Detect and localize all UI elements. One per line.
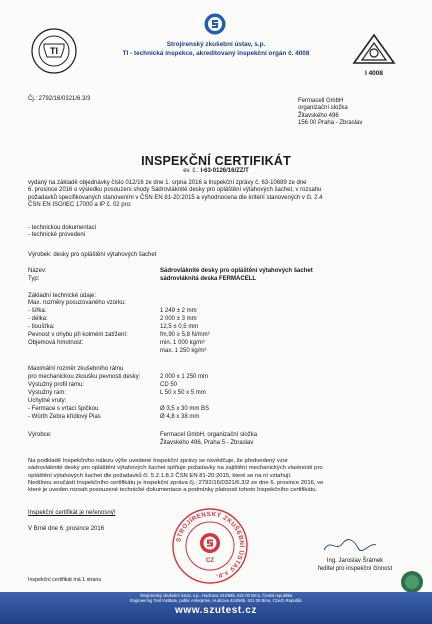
footer-line-1: Strojírenský zkušební ústav, s.p., Hudcova 424/56b, 621 00 Brno, Česká republika bbox=[139, 593, 293, 598]
certificate-title: INSPEKČNÍ CERTIFIKÁT bbox=[141, 154, 291, 168]
stamp-cz: CZ bbox=[206, 558, 214, 564]
spec-label: Objemová hmotnost: bbox=[28, 340, 84, 346]
spec-label: - šířka: bbox=[28, 308, 47, 314]
spec-value: 12,5 ± 0,5 mm bbox=[160, 324, 199, 330]
intro-list-item: - technické provedení bbox=[28, 232, 86, 239]
name-value: Sádrovláknité desky pro opláštění výtahových šachet bbox=[160, 268, 313, 274]
intro-list bbox=[28, 225, 96, 240]
ti-logo-text: TI bbox=[50, 46, 58, 56]
signature-icon bbox=[320, 536, 380, 554]
ev-label: ev. č.: bbox=[183, 168, 199, 174]
intro-line: požadavků specifikovaných stanovením v ČSN EN 81-20:2015 a vyhodnocena dle kritérií stanovených v čl. 2.4 bbox=[28, 194, 323, 201]
frame-value: 2 000 x 1 250 mm bbox=[160, 374, 209, 380]
type-label: Typ: bbox=[28, 276, 40, 282]
footer-line-2: Engineering Test Institute, public enterprise, Hudcova 424/56b, 621 00 Brno, Czech Republic bbox=[130, 598, 302, 603]
recipient-line: Žitavského 496 bbox=[298, 112, 339, 119]
stamp-ring-text: STROJÍRENSKÝ ZKUŠEBNÍ ÚSTAV s.p. bbox=[175, 510, 246, 581]
quality-seal-icon bbox=[400, 570, 424, 594]
intro-line: 6. prosince 2016 o výsledku posouzení shody Sádrovláknité desky pro opláštění výtahových šachet, v rozsahu bbox=[28, 187, 322, 194]
spec-label: - délka: bbox=[28, 316, 48, 322]
intro-paragraph bbox=[28, 180, 412, 209]
org-subtitle: TI - technická inspekce, akreditovaný inspekční orgán č. 4008 bbox=[122, 50, 310, 57]
intro-line: vydaný na základě objednávky číslo 012/16 ze dne 1. srpna 2016 a Inspekční zprávy č. 63-10689 ze dne bbox=[28, 180, 307, 186]
conclusion-line: sádrovláknité desky pro opláštění výtahových šachet splňuje požadavky na zajištění mechanických vlastností pro bbox=[28, 465, 323, 472]
szu-logo-icon bbox=[204, 13, 226, 35]
spec-value: min. 1 000 kg/m³ bbox=[160, 340, 205, 346]
recipient-line: organizační složka bbox=[298, 105, 348, 112]
signatory-role: ředitel pro inspekční činnost bbox=[317, 566, 393, 572]
conclusion-line: opláštění výtahových šachet dle požadavků čl. 5.2.1.8.2 ČSN EN 81-20:2015, které se na ní vztahují. bbox=[28, 472, 292, 479]
frame-label: Výstužný profil rámu: bbox=[28, 382, 85, 388]
frame-value: Ø 4,8 x 38 mm bbox=[160, 414, 200, 420]
recipient-line: 156 00 Praha - Zbraslav bbox=[298, 119, 363, 126]
pages-note: Inspekční certifikát má 1 stranu bbox=[28, 577, 102, 583]
intro-line: ČSN EN ISO/IEC 17000 a IP č. 02 pro: bbox=[28, 201, 132, 208]
signatory-name: Ing. Jaroslav Šrámek bbox=[326, 558, 384, 564]
spec-label: - tloušťka: bbox=[28, 324, 55, 330]
manufacturer-line: Fermacel GmbH, organizační složka bbox=[160, 432, 258, 438]
manufacturer-line: Žitavského 496, Praha 5 - Zbraslav bbox=[160, 440, 254, 446]
intro-list-item: - technickou dokumentaci bbox=[28, 225, 97, 231]
frame-label: Uchytné vruty: bbox=[28, 398, 67, 404]
recipient-line: Fermacell GmbH bbox=[298, 98, 344, 104]
specs-subheading: Max. rozměry posuzovaného vzorku: bbox=[28, 300, 127, 306]
frame-label: pro mechanickou zkoušku pevnosti desky: bbox=[28, 374, 141, 380]
type-value: sádrovláknitá deska FERMACELL bbox=[160, 276, 257, 282]
frame-label: Maximální rozměr zkušebního rámu bbox=[28, 366, 124, 372]
specs-heading: Základní technické údaje: bbox=[28, 293, 97, 299]
official-stamp-icon bbox=[170, 506, 250, 586]
spec-value: 1 249 ± 2 mm bbox=[160, 308, 197, 314]
frame-label: Výstužný rám: bbox=[28, 390, 67, 396]
footer-website-link[interactable]: www.szutest.cz bbox=[175, 605, 257, 616]
org-name: Strojírenský zkušební ústav, s.p. bbox=[166, 41, 266, 48]
recipient-block bbox=[298, 98, 362, 127]
issue-date: V Brně dne 6. prosince 2016 bbox=[28, 526, 105, 532]
frame-value: L 50 x 50 x 5 mm bbox=[160, 390, 206, 396]
spec-value: 2 000 ± 3 mm bbox=[160, 316, 197, 322]
non-transferable-note: Inspekční certifikát je neřenosný! bbox=[28, 510, 116, 516]
ev-number: I-63-0126/16/ZZ/T bbox=[200, 168, 249, 174]
frame-label: - Fermace s vrtací špičkou bbox=[28, 406, 99, 412]
conclusion-line: Na podkladě Inspekčního nálezu výše uvedené Inspekční zprávy se osvědčuje, že předvedený vzor bbox=[28, 458, 288, 464]
reference-number: Čj.: 2792/16/0321/6.3/3 bbox=[28, 96, 91, 102]
spec-label: Pevnost v ohybu při kolmém zatížení: bbox=[28, 332, 128, 338]
conclusion-paragraph bbox=[28, 458, 412, 494]
spec-value: max. 1 250 kg/m³ bbox=[160, 348, 207, 354]
accreditation-number: I 4008 bbox=[364, 70, 384, 77]
name-label: Název: bbox=[28, 268, 47, 274]
frame-value: CD 50 bbox=[160, 382, 178, 388]
spec-value: fm,90 ≥ 5,8 N/mm² bbox=[160, 332, 210, 338]
conclusion-line: které je uveden rozsah posouzené technické dokumentace a podmínky platnosti tohoto Inspekčního certifikátu. bbox=[28, 487, 318, 494]
product-line: Výrobek: desky pro opláštění výtahových šachet bbox=[28, 252, 157, 258]
conclusion-line: Nedílnou součástí Inspekčního certifikátu je Inspekční zpráva čj.: 2792/16/0321/6.3/2 ze dne 6. prosince 2016, ve bbox=[28, 479, 324, 486]
manufacturer-label: Výrobce: bbox=[28, 432, 52, 438]
frame-value: Ø 3,5 x 30 mm BS bbox=[160, 406, 210, 412]
frame-label: - Würth Zebra křídlový Pias bbox=[28, 414, 101, 420]
